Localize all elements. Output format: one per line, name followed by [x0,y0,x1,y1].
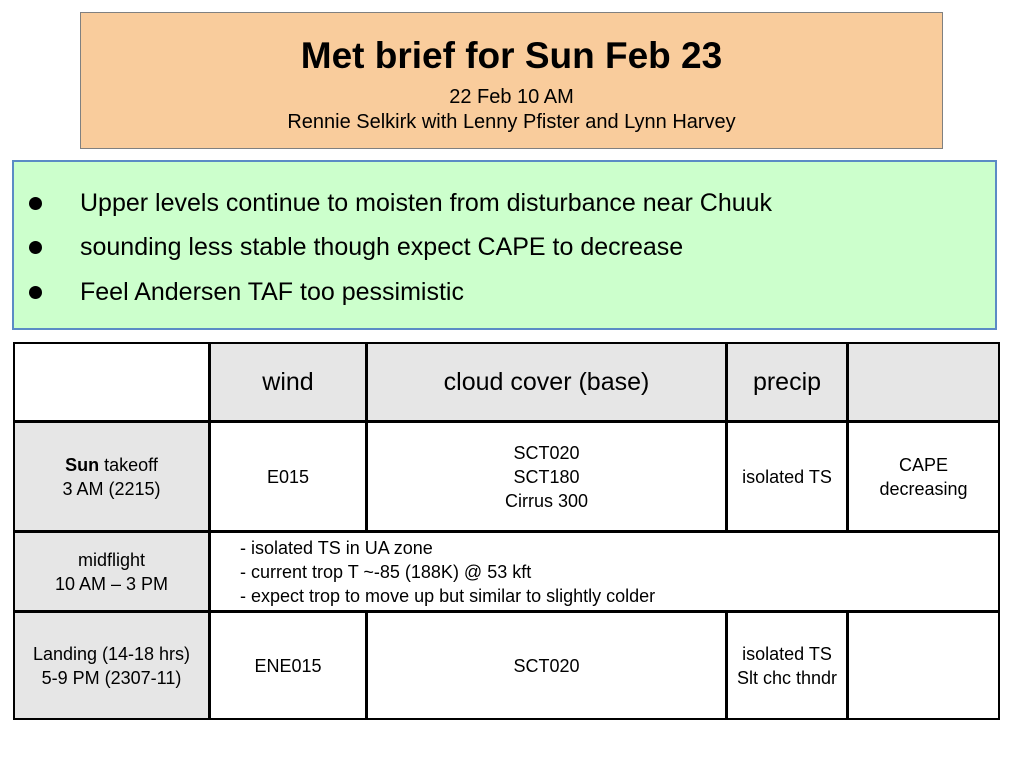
column-header-cloud: cloud cover (base) [366,342,727,422]
column-header-precip: precip [726,342,848,422]
landing-cloud: SCT020 [366,611,727,720]
bullet-icon [29,197,42,210]
row-label-line: Landing (14-18 hrs) [32,643,191,664]
brief-authors: Rennie Selkirk with Lenny Pfister and Lynn Harvey [287,111,736,133]
takeoff-extra [847,421,1000,532]
note-line: - expect trop to move up but similar to slightly colder [240,586,656,606]
midflight-notes [240,536,655,608]
column-header-wind: wind [209,342,367,422]
brief-title: Met brief for Sun Feb 23 [300,35,723,76]
row-label-line: midflight [77,549,146,570]
cloud-line: SCT180 [513,466,580,487]
bullet-icon [29,286,42,299]
bullet-text: Upper levels continue to moisten from disturbance near Chuuk [80,189,773,217]
row-label-time: 3 AM (2215) [62,478,161,499]
row-label-takeoff [13,421,210,532]
takeoff-precip: isolated TS [726,421,848,532]
title-banner [80,12,943,149]
bullet-icon [29,241,42,254]
row-label-midflight [13,531,210,612]
row-label-line: 5-9 PM (2307-11) [41,667,182,688]
column-header-extra [847,342,1000,422]
landing-extra [847,611,1000,720]
note-line: - current trop T ~-85 (188K) @ 53 kft [240,562,532,582]
takeoff-wind: E015 [209,421,367,532]
bullet-text: Feel Andersen TAF too pessimistic [80,278,464,306]
landing-wind: ENE015 [209,611,367,720]
note-line: - isolated TS in UA zone [240,538,433,558]
row-label-day: Sun [65,454,100,475]
extra-line: decreasing [879,478,968,499]
bullet-text: sounding less stable though expect CAPE to decrease [80,233,684,261]
row-label-landing [13,611,210,720]
brief-date: 22 Feb 10 AM [449,86,574,108]
row-label-line: 10 AM – 3 PM [54,573,169,594]
precip-line: Slt chc thndr [736,667,838,688]
extra-line: CAPE [898,454,949,475]
row-label-line1 [65,453,158,477]
cloud-line: Cirrus 300 [504,490,589,511]
table-corner-cell [13,342,210,422]
takeoff-cloud [366,421,727,532]
landing-precip [726,611,848,720]
summary-bullets [12,160,997,330]
cloud-line: SCT020 [513,442,580,463]
precip-line: isolated TS [742,643,832,664]
row-label-event: takeoff [99,454,158,475]
